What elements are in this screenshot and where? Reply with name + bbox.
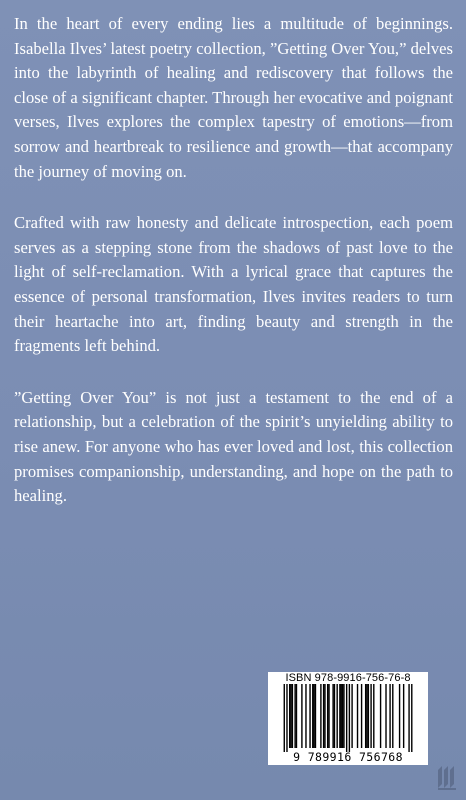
barcode-bar [365, 684, 366, 748]
barcode-bar [368, 684, 369, 748]
barcode-bar [327, 684, 328, 748]
publisher-logo-icon [436, 764, 458, 790]
barcode-bar [305, 684, 306, 748]
barcode-bar [290, 684, 291, 748]
barcode-bar [389, 684, 390, 748]
barcode-bar [315, 684, 316, 748]
barcode-bar [312, 684, 313, 748]
barcode-bar [366, 684, 367, 748]
barcode-bar [357, 684, 358, 748]
barcode-bar [320, 684, 321, 748]
barcode-bar [284, 684, 285, 752]
barcode-bar [343, 684, 344, 748]
barcode-bar [346, 684, 347, 752]
barcode-bar [301, 684, 302, 748]
barcode-bar [373, 684, 374, 748]
barcode-bar [289, 684, 290, 748]
barcode-bar [403, 684, 404, 748]
barcode-bar [339, 684, 340, 748]
barcode-digits: 9 789916 756768 [293, 750, 403, 764]
blurb-paragraph-3: ”Getting Over You” is not just a testament to the end of a relationship, but a celebration of the spirit’s unyielding ability to rise anew. For anyone who has ever loved and lost, this collection promises companionship, understanding, and hope on the path to healing. [14, 387, 453, 506]
barcode-bar [328, 684, 329, 748]
barcode-bar [342, 684, 343, 748]
barcode-bar [296, 684, 297, 748]
blurb-paragraph-2: Crafted with raw honesty and delicate introspection, each poem serves as a stepping stone from the shadows of past love to the light of self-reclamation. With a lyrical grace that captures the essence of personal transformation, Ilves invites readers to turn their heartache into art, finding beauty and strength in the fragments left behind. [14, 213, 453, 356]
barcode-bar [370, 684, 371, 748]
barcode-bar [292, 684, 293, 748]
barcode-bar [349, 684, 350, 752]
barcode-bar [294, 684, 295, 748]
barcode-bar [385, 684, 386, 748]
barcode-bar [324, 684, 325, 748]
barcode-bar [286, 684, 287, 752]
blurb-paragraph-1: In the heart of every ending lies a multitude of beginnings. Isabella Ilves’ latest poetry collection, ”Getting Over You,” delves into the labyrinth of healing and rediscovery that follows the close of a significant chapter. Through her evocative and poignant verses, Ilves explores the complex tapestry of emotions—from sorrow and heartbreak to resilience and growth—that accompany the journey of moving on. [14, 14, 453, 181]
barcode-bar [336, 684, 337, 748]
barcode-bar [334, 684, 335, 748]
isbn-label: ISBN 978-9916-756-76-8 [285, 672, 411, 684]
barcode-bars [270, 684, 426, 752]
barcode-bar [332, 684, 333, 748]
barcode-bar [408, 684, 409, 752]
barcode-bar [392, 684, 393, 748]
back-cover-blurb [14, 12, 453, 536]
barcode-bar [411, 684, 412, 752]
barcode-bar [309, 684, 310, 748]
isbn-barcode [268, 672, 428, 765]
barcode-bar [313, 684, 314, 748]
barcode-bar [323, 684, 324, 748]
barcode-bar [361, 684, 362, 748]
barcode-bar [351, 684, 352, 748]
barcode-bar [399, 684, 400, 748]
barcode-bar [341, 684, 342, 748]
barcode-bar [380, 684, 381, 748]
